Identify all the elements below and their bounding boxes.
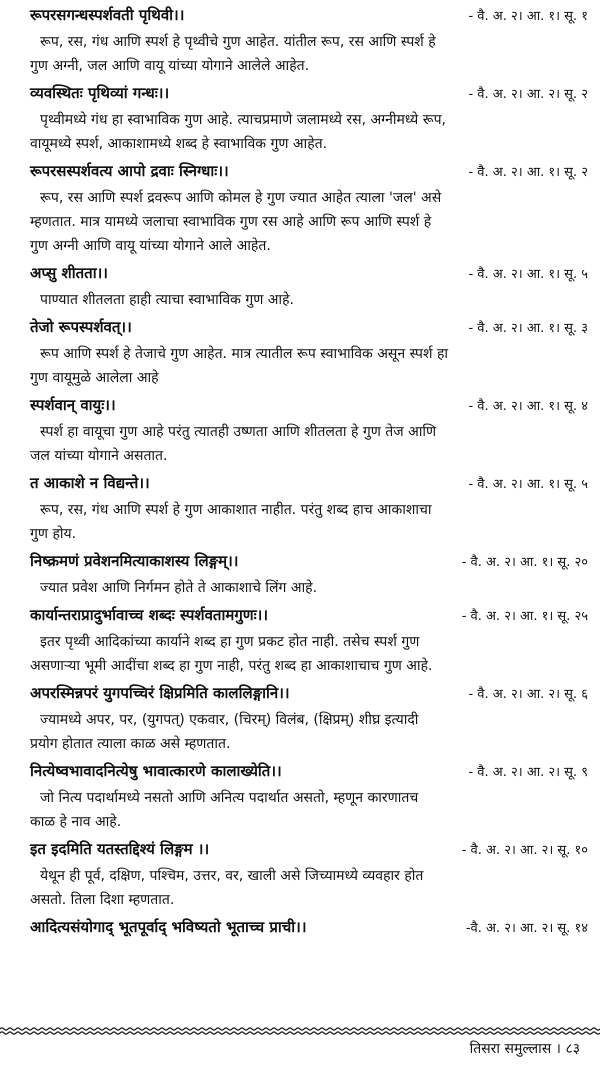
sutra-text: रूपरसस्पर्शवत्य आपो द्रवाः स्निग्धाः।। xyxy=(30,162,229,180)
explanation-line: रूप, रस, गंध आणि स्पर्श हे गुण आकाशात नाहीत. परंतु शब्द हाच आकाशाचा xyxy=(40,502,432,518)
sutra-text: व्यवस्थितः पृथिव्यां गन्धः।। xyxy=(30,84,170,102)
sutra-heading xyxy=(30,156,588,186)
sutra-explanation xyxy=(30,108,588,156)
sutra-reference: - वै. अ. २। आ. १। सू. ५ xyxy=(468,267,588,282)
sutra-entry xyxy=(30,912,588,942)
sutra-reference: - वै. अ. २। आ. २। सू. १० xyxy=(461,843,588,858)
sutra-entry xyxy=(30,468,588,546)
sutra-reference: - वै. अ. २। आ. १। सू. २५ xyxy=(461,609,588,624)
footer-separator: । xyxy=(555,1041,561,1057)
sutra-heading xyxy=(30,600,588,630)
sutra-heading xyxy=(30,258,588,288)
sutra-heading xyxy=(30,312,588,342)
sutra-heading xyxy=(30,756,588,786)
sutra-entry xyxy=(30,546,588,600)
sutra-explanation xyxy=(30,288,588,312)
sutra-reference: - वै. अ. २। आ. १। सू. २० xyxy=(461,555,588,570)
explanation-line: असणाऱ्या भूमी आदींचा शब्द हा गुण नाही, परंतु शब्द हा आकाशाचाच गुण आहे. xyxy=(30,658,433,674)
sutra-reference: -वै. अ. २। आ. २। सू. १४ xyxy=(465,921,588,936)
sutra-explanation xyxy=(30,576,588,600)
sutra-explanation xyxy=(30,30,588,78)
sutra-entry xyxy=(30,0,588,78)
sutra-reference: - वै. अ. २। आ. १। सू. ४ xyxy=(468,399,588,414)
sutra-entry xyxy=(30,756,588,834)
wavy-divider xyxy=(0,1026,600,1036)
sutra-reference: - वै. अ. २। आ. १। सू. २ xyxy=(468,165,588,180)
sutra-reference: - वै. अ. २। आ. २। सू. २ xyxy=(468,87,588,102)
chapter-title: तिसरा समुल्लास xyxy=(469,1041,552,1057)
sutra-heading xyxy=(30,678,588,708)
sutra-reference: - वै. अ. २। आ. १। सू. १ xyxy=(468,9,588,24)
sutra-text: निष्क्रमणं प्रवेशनमित्याकाशस्य लिङ्गम्।। xyxy=(30,552,239,570)
sutra-reference: - वै. अ. २। आ. २। सू. ९ xyxy=(468,765,588,780)
sutra-entry xyxy=(30,312,588,390)
sutra-text: अपरस्मिन्नपरं युगपच्चिरं क्षिप्रमिति काललिङ्गानि।। xyxy=(30,684,290,702)
sutra-entry xyxy=(30,678,588,756)
sutra-text: आदित्यसंयोगाद् भूतपूर्वाद् भविष्यतो भूताच्च प्राची।। xyxy=(30,918,307,936)
page-footer xyxy=(470,1038,580,1060)
sutra-heading xyxy=(30,390,588,420)
page-number: ८३ xyxy=(565,1041,580,1057)
sutra-explanation xyxy=(30,498,588,546)
explanation-line: जल यांच्या योगाने असतात. xyxy=(30,448,168,464)
sutra-entry xyxy=(30,78,588,156)
sutra-entry xyxy=(30,156,588,258)
explanation-line: स्पर्श हा वायूचा गुण आहे परंतु त्यातही उष्णता आणि शीतलता हे गुण तेज आणि xyxy=(40,424,437,440)
sutra-heading xyxy=(30,468,588,498)
sutra-explanation xyxy=(30,342,588,390)
sutra-entry xyxy=(30,600,588,678)
sutra-explanation xyxy=(30,786,588,834)
sutra-heading xyxy=(30,834,588,864)
explanation-line: पृथ्वीमध्ये गंध हा स्वाभाविक गुण आहे. त्याचप्रमाणे जलामध्ये रस, अग्नीमध्ये रूप, xyxy=(40,112,447,128)
sutra-heading xyxy=(30,78,588,108)
sutra-reference: - वै. अ. २। आ. १। सू. ३ xyxy=(468,321,588,336)
sutra-entry xyxy=(30,390,588,468)
sutra-entry xyxy=(30,258,588,312)
sutra-heading xyxy=(30,546,588,576)
explanation-line: गुण अग्नी, जल आणि वायू यांच्या योगाने आलेले आहेत. xyxy=(30,58,310,74)
explanation-line: वायूमध्ये स्पर्श, आकाशामध्ये शब्द हे स्वाभाविक गुण आहेत. xyxy=(30,136,328,152)
explanation-line: गुण अग्नी आणि वायू यांच्या योगाने आले आहेत. xyxy=(30,238,271,254)
sutra-explanation xyxy=(30,420,588,468)
explanation-line: ज्यामध्ये अपर, पर, (युगपत्) एकवार, (चिरम्) विलंब, (क्षिप्रम्) शीघ्र इत्यादी xyxy=(40,712,419,728)
explanation-line: रूप आणि स्पर्श हे तेजाचे गुण आहेत. मात्र त्यातील रूप स्वाभाविक असून स्पर्श हा xyxy=(40,346,449,362)
explanation-line: येथून ही पूर्व, दक्षिण, पश्चिम, उत्तर, वर, खाली असे जिच्यामध्ये व्यवहार होत xyxy=(40,868,424,884)
sutra-text: स्पर्शवान् वायुः।। xyxy=(30,396,116,414)
explanation-line: पाण्यात शीतलता हाही त्याचा स्वाभाविक गुण आहे. xyxy=(40,292,295,308)
sutra-text: तेजो रूपस्पर्शवत्।। xyxy=(30,318,132,336)
sutra-text: त आकाशे न विद्यन्ते।। xyxy=(30,474,150,492)
sutra-text: रूपरसगन्धस्पर्शवती पृथिवी।। xyxy=(30,6,185,24)
sutra-text: कार्यान्तराप्रादुर्भावाच्च शब्दः स्पर्शवतामगुणः।। xyxy=(30,606,269,624)
explanation-line: ज्यात प्रवेश आणि निर्गमन होते ते आकाशाचे लिंग आहे. xyxy=(40,580,318,596)
sutra-heading xyxy=(30,0,588,30)
sutra-reference: - वै. अ. २। आ. २। सू. ६ xyxy=(468,687,588,702)
explanation-line: म्हणतात. मात्र यामध्ये जलाचा स्वाभाविक गुण रस आहे आणि रूप आणि स्पर्श हे xyxy=(30,214,432,230)
explanation-line: रूप, रस आणि स्पर्श द्रवरूप आणि कोमल हे गुण ज्यात आहेत त्याला 'जल' असे xyxy=(40,190,442,206)
explanation-line: रूप, रस, गंध आणि स्पर्श हे पृथ्वीचे गुण आहेत. यांतील रूप, रस आणि स्पर्श हे xyxy=(40,34,436,50)
sutra-list xyxy=(30,0,588,942)
explanation-line: काळ हे नाव आहे. xyxy=(30,814,122,830)
sutra-explanation xyxy=(30,864,588,912)
sutra-text: नित्येष्वभावादनित्येषु भावात्कारणे कालाख्येति।। xyxy=(30,762,282,780)
explanation-line: गुण वायूमुळे आलेला आहे xyxy=(30,370,159,386)
explanation-line: प्रयोग होतात त्याला काळ असे म्हणतात. xyxy=(30,736,231,752)
sutra-explanation xyxy=(30,186,588,258)
explanation-line: गुण होय. xyxy=(30,526,77,542)
explanation-line: जो नित्य पदार्थामध्ये नसतो आणि अनित्य पदार्थात असतो, म्हणून कारणातच xyxy=(40,790,419,806)
sutra-explanation xyxy=(30,630,588,678)
sutra-text: इत इदमिति यतस्तद्दिश्यं लिङ्गम ।। xyxy=(30,840,210,858)
explanation-line: इतर पृथ्वी आदिकांच्या कार्याने शब्द हा गुण प्रकट होत नाही. तसेच स्पर्श गुण xyxy=(40,634,420,650)
sutra-entry xyxy=(30,834,588,912)
sutra-reference: - वै. अ. २। आ. १। सू. ५ xyxy=(468,477,588,492)
sutra-explanation xyxy=(30,708,588,756)
sutra-heading xyxy=(30,912,588,942)
sutra-text: अप्सु शीतता।। xyxy=(30,264,108,282)
explanation-line: असतो. तिला दिशा म्हणतात. xyxy=(30,892,175,908)
